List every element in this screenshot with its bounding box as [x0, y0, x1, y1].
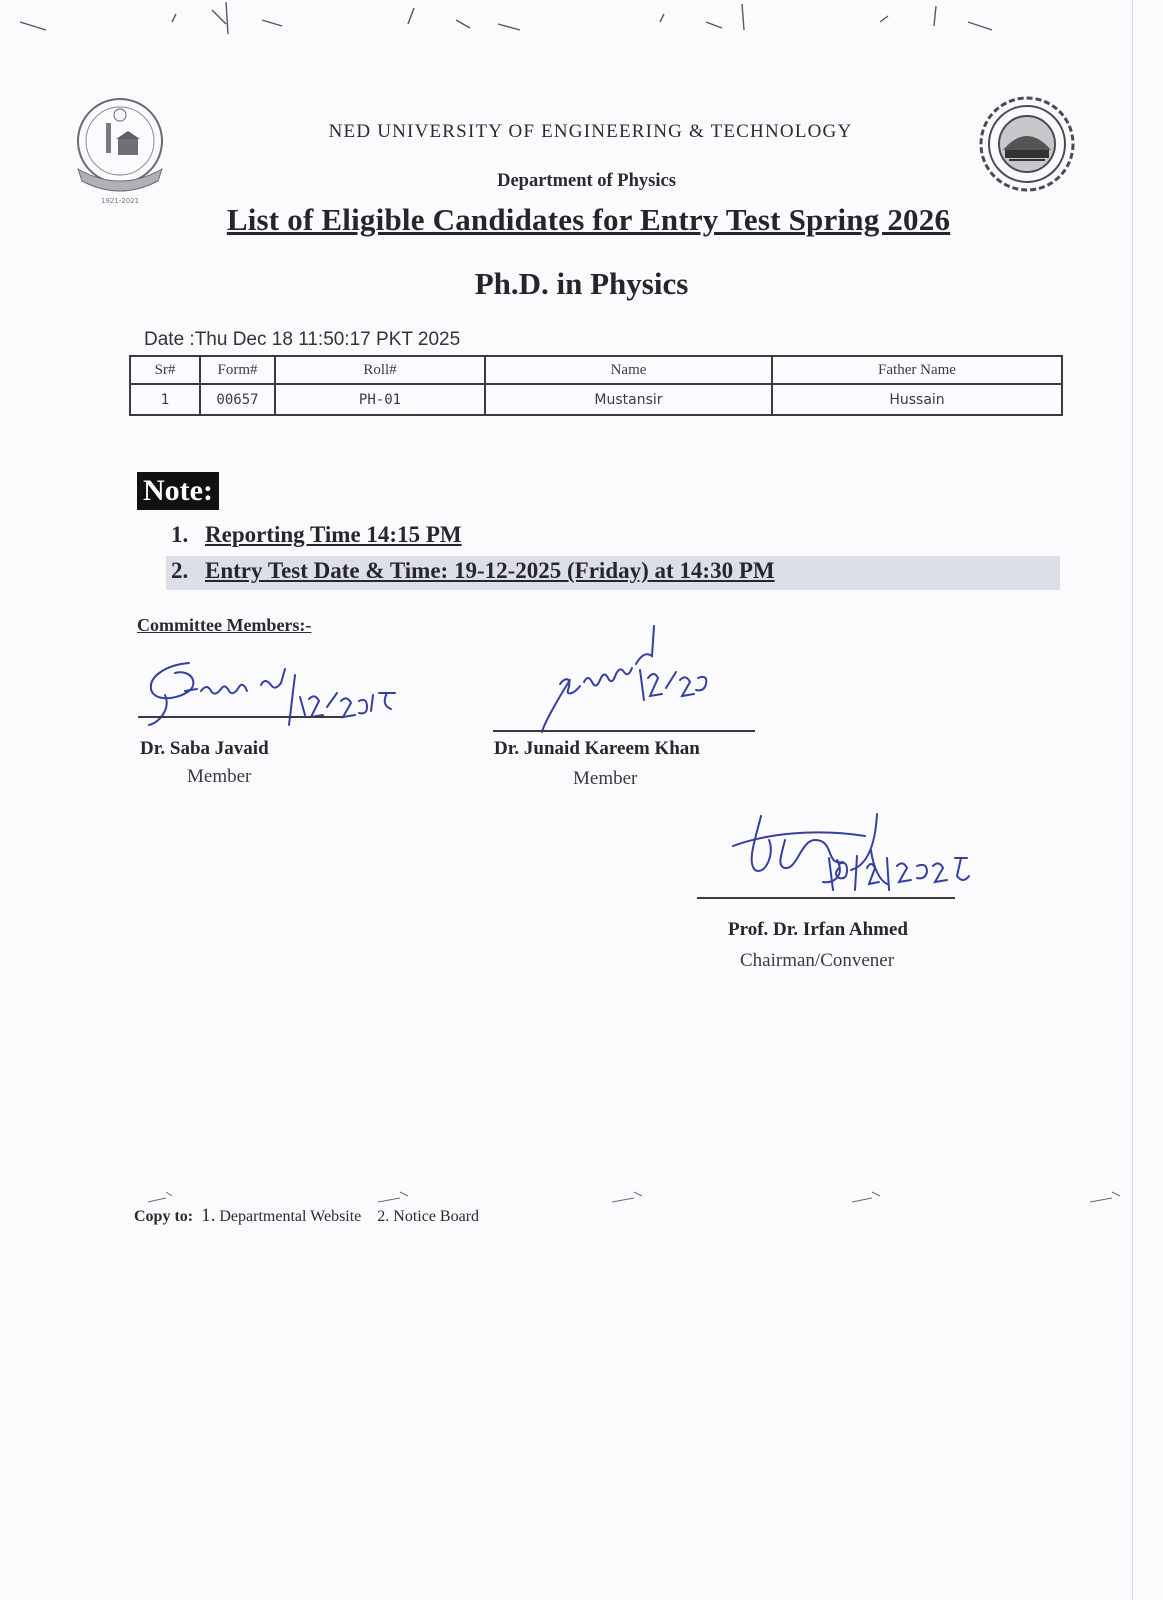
member-name: Dr. Saba Javaid — [140, 738, 269, 759]
copy-to-label: Copy to: — [134, 1208, 194, 1225]
cell-form: 00657 — [200, 384, 275, 415]
copy-to — [134, 1205, 479, 1227]
note-text: Reporting Time 14:15 PM — [205, 522, 462, 547]
table-header-row — [130, 356, 1062, 384]
signature-line — [138, 716, 343, 718]
cell-father-name: Hussain — [772, 384, 1062, 415]
copy-number: 2. — [377, 1208, 390, 1225]
note-item — [171, 522, 462, 548]
candidates-table — [129, 355, 1063, 416]
signature-irfan-ahmed — [725, 810, 995, 906]
chairman-name: Prof. Dr. Irfan Ahmed — [728, 919, 908, 940]
scan-noise — [0, 0, 1163, 40]
scan-edge — [1132, 0, 1133, 1600]
university-name: NED UNIVERSITY OF ENGINEERING & TECHNOLOGY — [328, 121, 853, 142]
cell-name: Mustansir — [485, 384, 772, 415]
cell-sr: 1 — [130, 384, 200, 415]
note-number: 2. — [171, 558, 189, 583]
note-text: Entry Test Date & Time: 19-12-2025 (Friday) at 14:30 PM — [205, 558, 775, 583]
signature-junaid-kareem-khan — [520, 620, 720, 740]
member-role: Member — [573, 768, 638, 789]
committee-label: Committee Members:- — [137, 615, 312, 635]
signature-saba-javaid — [145, 655, 415, 735]
column-header: Name — [485, 356, 772, 384]
copy-number: 1. — [201, 1205, 216, 1226]
signature-line — [697, 897, 955, 899]
column-header: Roll# — [275, 356, 485, 384]
signature-line — [493, 730, 755, 732]
department-name: Department of Physics — [497, 171, 676, 191]
program-title: Ph.D. in Physics — [474, 266, 689, 301]
note-label: Note: — [137, 472, 219, 510]
member-role: Member — [187, 766, 252, 787]
note-item — [171, 558, 775, 584]
copy-item: Departmental Website — [219, 1208, 362, 1225]
copy-item: Notice Board — [393, 1208, 480, 1225]
note-number: 1. — [171, 522, 189, 547]
svg-text:1921-2021: 1921-2021 — [100, 197, 140, 205]
column-header: Sr# — [130, 356, 200, 384]
column-header: Father Name — [772, 356, 1062, 384]
chairman-role: Chairman/Convener — [740, 950, 895, 971]
table-row — [130, 384, 1062, 415]
cell-roll: PH-01 — [275, 384, 485, 415]
member-name: Dr. Junaid Kareem Khan — [494, 738, 700, 759]
document-title: List of Eligible Candidates for Entry Test Spring 2026 — [226, 202, 951, 237]
column-header: Form# — [200, 356, 275, 384]
generated-date: Date :Thu Dec 18 11:50:17 PKT 2025 — [144, 329, 461, 350]
